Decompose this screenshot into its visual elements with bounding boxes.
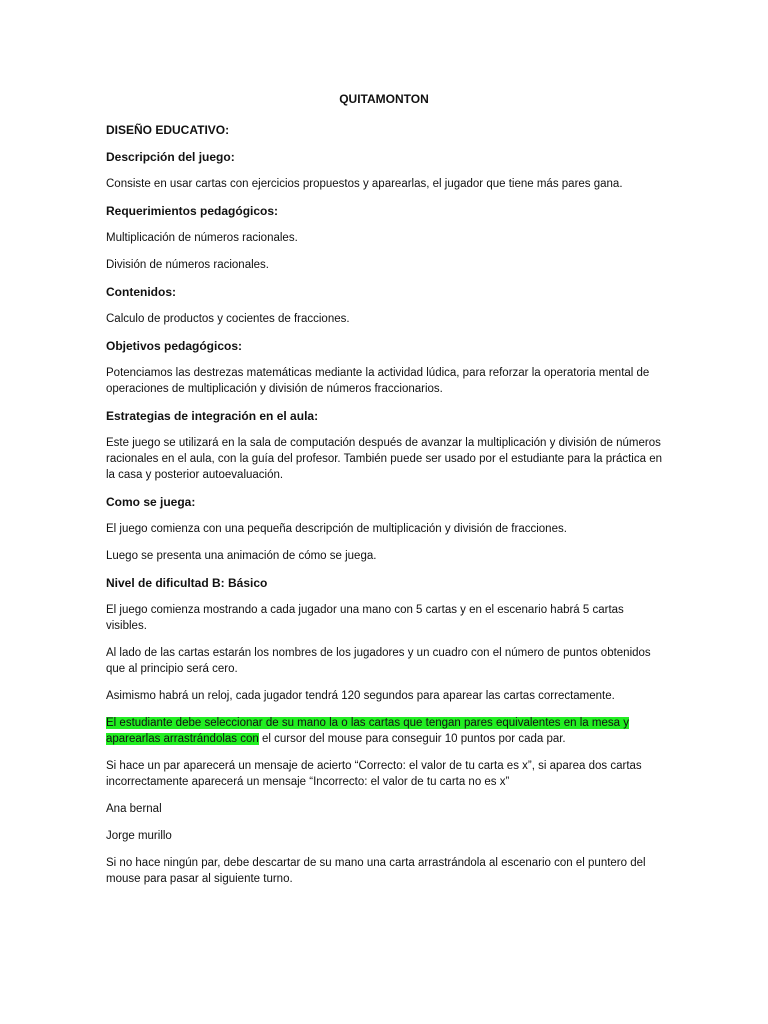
nivel-p1: El juego comienza mostrando a cada jugador una mano con 5 cartas y en el escenario habrá 5 cartas visibles.	[106, 604, 624, 632]
highlighted-text: El estudiante debe seleccionar de su mano la o las cartas que tengan pares equivalentes en la mesa y aparearlas arrastrándolas con	[106, 717, 629, 745]
document-body	[106, 122, 666, 898]
nivel-p2: Al lado de las cartas estarán los nombres de los jugadores y un cuadro con el número de puntos obtenidos que al principio será cero.	[106, 647, 651, 675]
estrategias-text: Este juego se utilizará en la sala de computación después de avanzar la multiplicación y división de números racionales en el aula, con la guía del profesor. También puede ser usado por el estudiante para la práctica en la casa y posterior autoevaluación.	[106, 437, 662, 481]
objetivos-heading: Objetivos pedagógicos:	[106, 339, 243, 353]
contenidos-text: Calculo de productos y cocientes de fracciones.	[106, 313, 350, 325]
contenidos-heading: Contenidos:	[106, 285, 176, 299]
nivel-heading: Nivel de dificultad B: Básico	[106, 576, 268, 590]
author-name: Jorge murillo	[106, 830, 172, 842]
descripcion-text: Consiste en usar cartas con ejercicios propuestos y aparearlas, el jugador que tiene más pares gana.	[106, 178, 623, 190]
requerimiento-item: División de números racionales.	[106, 259, 269, 271]
requerimiento-item: Multiplicación de números racionales.	[106, 232, 298, 244]
nivel-p4-rest: el cursor del mouse para conseguir 10 puntos por cada par.	[258, 733, 566, 745]
objetivos-text: Potenciamos las destrezas matemáticas mediante la actividad lúdica, para reforzar la operatoria mental de operaciones de multiplicación y división de números fraccionarios.	[106, 367, 650, 395]
nivel-p6: Si no hace ningún par, debe descartar de su mano una carta arrastrándola al escenario con el puntero del mouse para pasar al siguiente turno.	[106, 857, 646, 885]
como-se-juega-p1: El juego comienza con una pequeña descripción de multiplicación y división de fracciones.	[106, 523, 567, 535]
como-se-juega-p2: Luego se presenta una animación de cómo se juega.	[106, 550, 377, 562]
estrategias-heading: Estrategias de integración en el aula:	[106, 409, 319, 423]
document-title: QUITAMONTON	[339, 92, 429, 106]
como-se-juega-heading: Como se juega:	[106, 495, 196, 509]
nivel-p4	[106, 715, 666, 747]
nivel-p3: Asimismo habrá un reloj, cada jugador tendrá 120 segundos para aparear las cartas correctamente.	[106, 690, 615, 702]
nivel-p5: Si hace un par aparecerá un mensaje de acierto “Correcto: el valor de tu carta es x”, si aparea dos cartas incorrectamente aparecerá un mensaje “Incorrecto: el valor de tu carta no es x”	[106, 760, 642, 788]
requerimientos-heading: Requerimientos pedagógicos:	[106, 204, 279, 218]
section-heading: DISEÑO EDUCATIVO:	[106, 123, 230, 137]
author-name: Ana bernal	[106, 803, 162, 815]
descripcion-heading: Descripción del juego:	[106, 150, 235, 164]
